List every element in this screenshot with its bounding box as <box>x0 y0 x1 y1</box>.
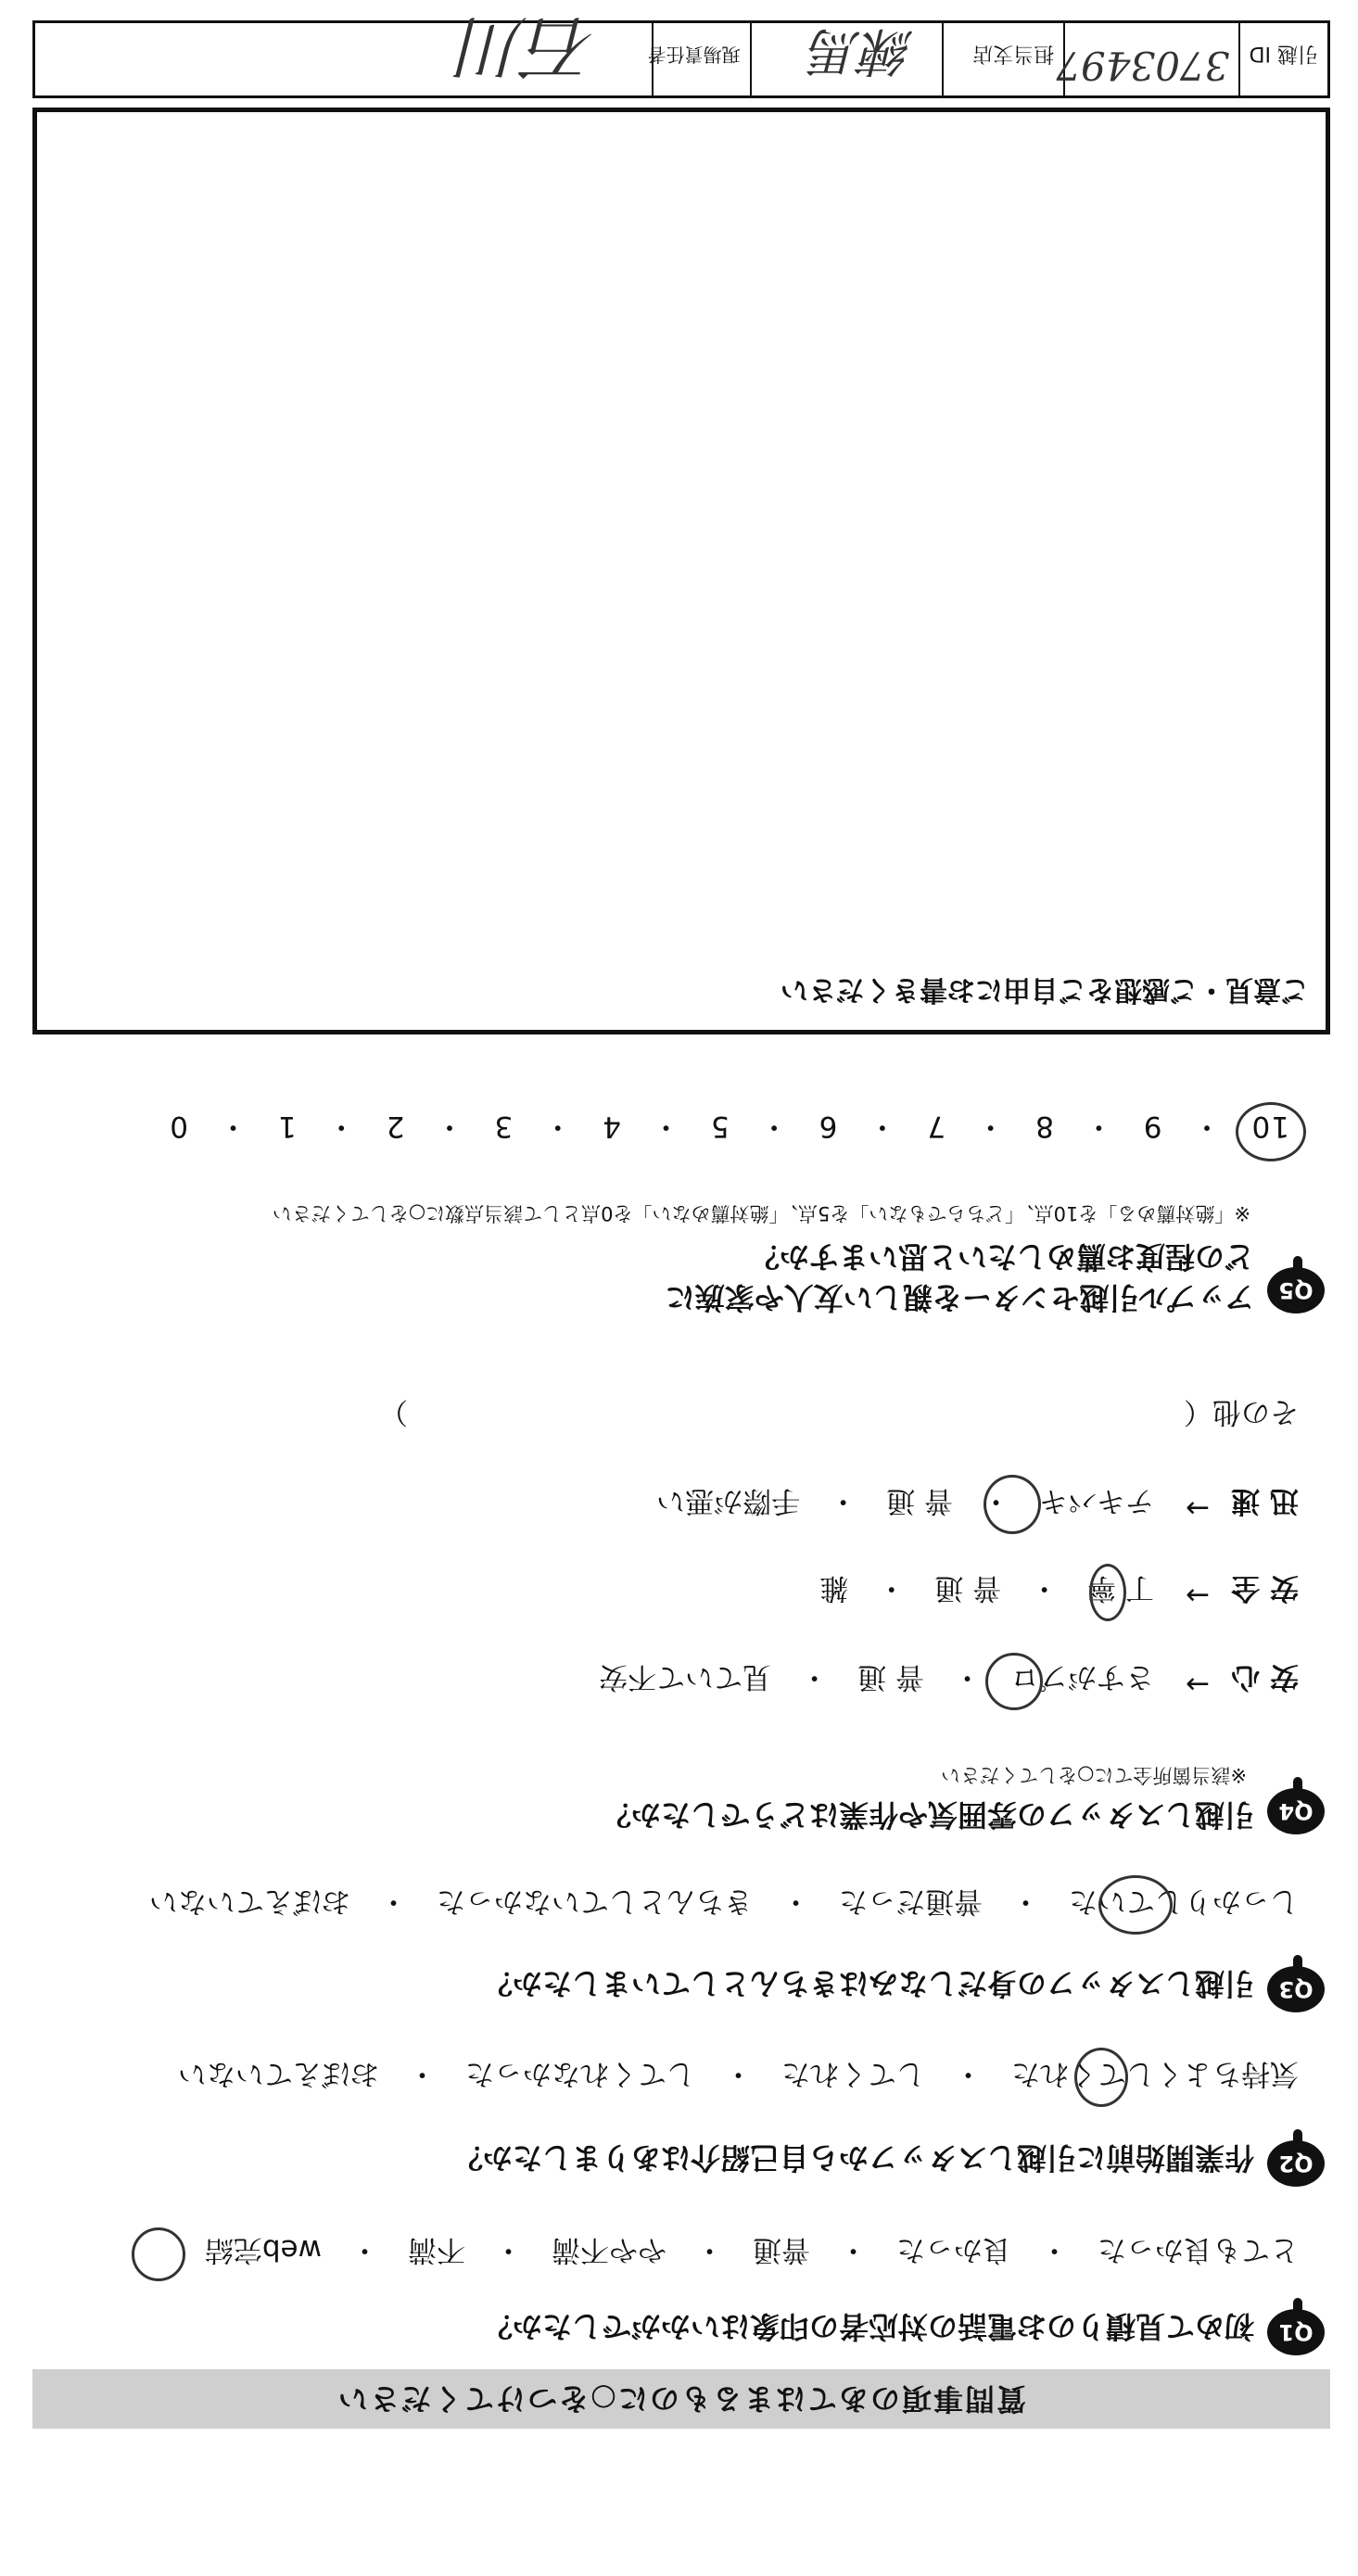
id-label: 引越 ID <box>1249 42 1318 65</box>
id-value-cell[interactable] <box>1056 23 1238 95</box>
q4-row-options[interactable]: さすがプロ ・ 普 通 ・ 見ていて不安 <box>599 1660 1154 1694</box>
q2-options[interactable]: 気持ちよくしてくれた ・ してくれた ・ してくれなかった ・ おぼえていない <box>178 2057 1299 2090</box>
q5-note: ※「絶対薦める」を10点、「どちらでもない」を5点、「絶対薦めない」を0点として該当点数に○をしてください <box>272 1202 1250 1225</box>
q4-other[interactable]: その他（ ） <box>379 1395 1299 1428</box>
q1-badge: Q1 <box>1267 2309 1325 2355</box>
answer-circle <box>132 2227 185 2281</box>
answer-circle <box>1074 2048 1128 2107</box>
q4-row-options[interactable]: 丁 寧 ・ 普 通 ・ 雑 <box>819 1571 1154 1605</box>
answer-circle <box>984 1475 1041 1534</box>
arrow-icon: → <box>1186 1668 1210 1701</box>
leader-value-cell[interactable] <box>35 6 652 95</box>
answer-circle <box>985 1653 1043 1710</box>
answer-circle <box>1089 1564 1126 1621</box>
comment-title: ご意見・ご感想をご自由にお書きください <box>781 973 1309 1006</box>
q4-text: 引越しスタッフの雰囲気や作業はどうでしたか？ <box>601 1797 1254 1833</box>
branch-value: 練馬 <box>809 20 914 81</box>
q3-text: 引越しスタッフの身だしなみはきちんとしていましたか？ <box>482 1966 1254 2001</box>
branch-label: 担当支店 <box>972 42 1055 65</box>
leader-label-cell <box>647 23 750 95</box>
id-value: 3703497 <box>1056 43 1230 88</box>
leader-value: 石川 <box>459 6 597 86</box>
q4-row-label: 安 心 <box>1231 1660 1299 1694</box>
answer-circle <box>1236 1102 1306 1161</box>
q1-options[interactable]: とても良かった ・ 良かった ・ 普通 ・ やや不満 ・ 不満 ・ web完結 <box>204 2233 1299 2266</box>
comment-box[interactable] <box>32 108 1330 1034</box>
footer-table <box>32 6 1330 98</box>
answer-circle <box>1098 1875 1173 1935</box>
q2-text: 作業開始前に引越しスタッフから自己紹介はありましたか？ <box>452 2140 1254 2176</box>
q1-text: 初めて見積りのお電話の対応者の印象はいかがでしたか？ <box>482 2309 1254 2344</box>
q4-badge: Q4 <box>1267 1788 1325 1834</box>
branch-value-cell[interactable] <box>750 20 942 95</box>
q3-badge: Q3 <box>1267 1966 1325 2012</box>
q3-options[interactable]: しっかりしていた ・ 普通だった ・ きちんとしていなかった ・ おぼえていない <box>149 1884 1299 1918</box>
q4-row-options[interactable]: テキパキ ・ 普 通 ・ 手際が悪い <box>656 1484 1154 1517</box>
header-band <box>32 2369 1330 2429</box>
q4-row-label: 安 全 <box>1231 1571 1299 1605</box>
q4-row-label: 迅 速 <box>1231 1484 1299 1517</box>
leader-label: 現場責任者 <box>647 44 741 66</box>
arrow-icon: → <box>1186 1579 1210 1612</box>
header-instruction: 質問事項のあてはまるものに○をつけてください <box>336 2381 1026 2417</box>
q5-text-line2: どの程度お薦めしたいと思いますか？ <box>749 1239 1254 1275</box>
q4-note: ※該当箇所全てに○をしてください <box>941 1764 1247 1786</box>
branch-label-cell <box>942 23 1063 95</box>
q2-badge: Q2 <box>1267 2140 1325 2187</box>
q5-text-line1: アップル引越センターを親しい友人や家族に <box>665 1280 1254 1315</box>
arrow-icon: → <box>1186 1491 1210 1525</box>
q5-badge: Q5 <box>1267 1267 1325 1313</box>
id-label-cell <box>1238 23 1327 95</box>
q5-scale[interactable]: 10 ・ 9 ・ 8 ・ 7 ・ 6 ・ 5 ・ 4 ・ 3 ・ 2 ・ 1 ・ 0 <box>169 1110 1289 1143</box>
